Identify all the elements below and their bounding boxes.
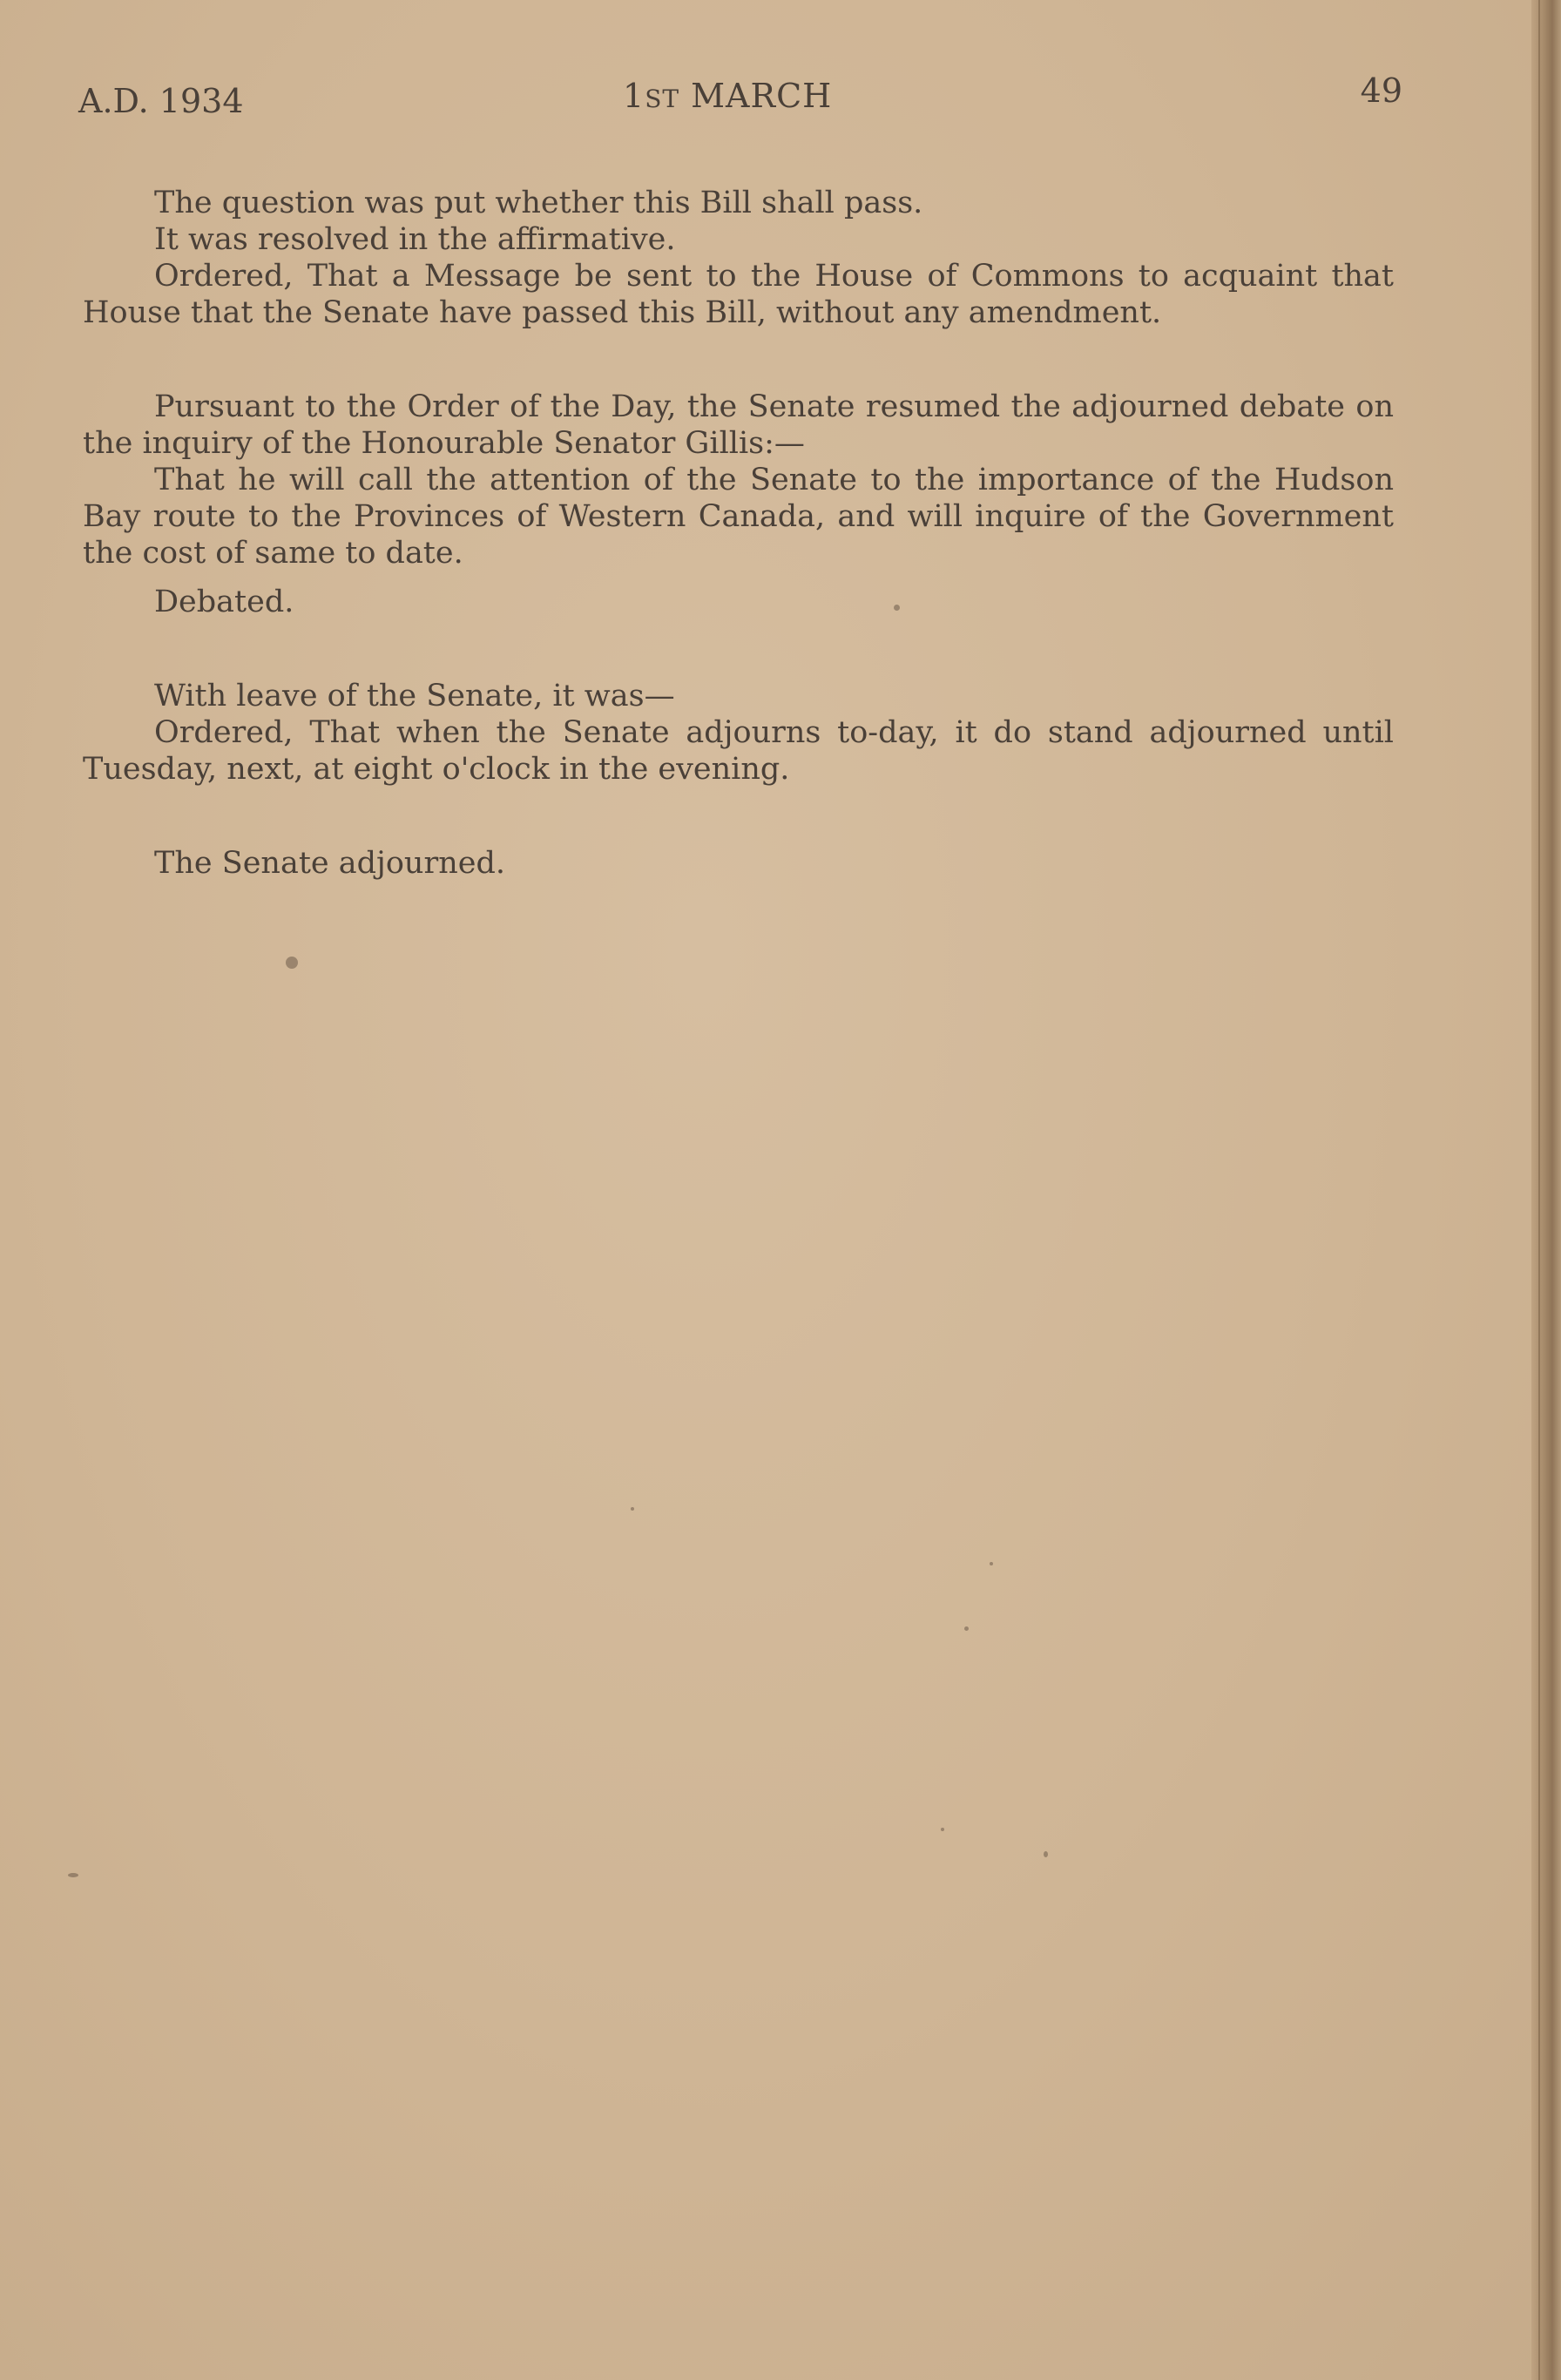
paragraph-debated: Debated. [154,585,294,619]
section-spacer [83,331,1394,389]
paragraph-message-ordered: Ordered, That a Message be sent to the House of Commons to acquaint that House that the Senate have passed this Bill, without any amendment. [83,259,1394,330]
section-spacer [83,788,1394,845]
running-head [78,71,1402,120]
paragraph-leave-of-senate: With leave of the Senate, it was— [154,679,675,713]
header-date-month: MARCH [679,77,833,115]
paper-speck [964,1626,969,1631]
page-binding-edge [1531,0,1561,2380]
paragraph-senate-adjourned: The Senate adjourned. [154,846,505,881]
paper-speck [631,1507,634,1511]
paper-speck [1044,1851,1048,1857]
header-date [623,77,832,115]
paper-speck [990,1562,993,1565]
paragraph-resolved: It was resolved in the affirmative. [154,222,676,257]
paper-speck [286,957,298,969]
header-year: A.D. 1934 [78,82,244,120]
paper-speck [941,1828,944,1831]
page-edge-shadow [1538,0,1540,2380]
header-date-ordinal: ST [645,85,680,113]
page-number: 49 [1360,71,1402,110]
section-spacer [83,620,1394,678]
paragraph-spacer [83,571,1394,584]
paper-speck [68,1873,78,1877]
header-date-day: 1 [623,77,645,115]
paragraph-adjournment-ordered: Ordered, That when the Senate adjourns to-day, it do stand adjourned until Tuesday, next, at eight o'clock in the evening. [83,715,1394,787]
paragraph-question-put: The question was put whether this Bill shall pass. [154,186,923,220]
paragraph-order-of-day: Pursuant to the Order of the Day, the Senate resumed the adjourned debate on the inquiry of the Honourable Senator Gillis:— [83,389,1394,461]
journal-body [83,185,1394,882]
paragraph-inquiry-text: That he will call the attention of the Senate to the importance of the Hudson Bay route to the Provinces of Western Canada, and will inquire of the Government the cost of same to date. [83,463,1394,571]
